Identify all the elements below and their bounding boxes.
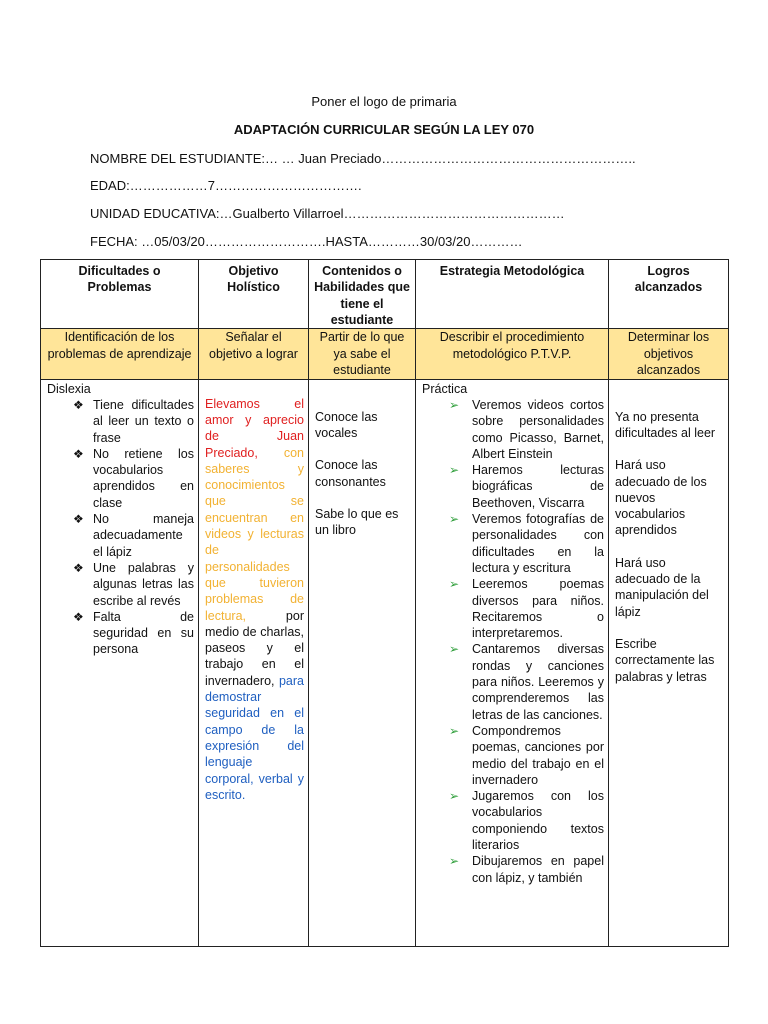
difficulties-cell [41, 379, 199, 946]
problem-text: Une palabras y algunas letras las escribe al revés [93, 560, 194, 608]
list-item [422, 576, 604, 641]
list-item [422, 511, 604, 576]
problem-text: Falta de seguridad en su persona [93, 609, 194, 657]
curricular-adaptation-table [40, 259, 729, 947]
arrow-bullet-icon: ➢ [449, 577, 460, 592]
guide-achievements: Determinar los objetivos alcanzados [609, 329, 729, 380]
diamond-bullet-icon: ❖ [73, 397, 84, 412]
arrow-bullet-icon: ➢ [449, 642, 460, 657]
achievement-item: Ya no presenta dificultades al leer [615, 409, 716, 440]
strategy-heading: Práctica [422, 381, 468, 396]
problem-text: Tiene dificultades al leer un texto o frase [93, 397, 194, 445]
header-contents: Contenidos o Habilidades que tiene el estudiante [309, 260, 416, 329]
guide-strategy: Describir el procedimiento metodológico P.T.V.P. [416, 329, 609, 380]
content-item: Conoce las vocales [315, 409, 378, 440]
list-item [422, 462, 604, 511]
problem-heading: Dislexia [47, 381, 91, 396]
diamond-bullet-icon: ❖ [73, 609, 84, 624]
objective-part-black: por medio de charlas, paseos y el trabajo en el invernadero, [205, 608, 304, 688]
guide-objective: Señalar el objetivo a lograr [199, 329, 309, 380]
list-item [422, 641, 604, 722]
document-title: ADAPTACIÓN CURRICULAR SEGÚN LA LEY 070 [233, 122, 535, 137]
list-item [47, 560, 194, 609]
table-header-row [41, 260, 729, 329]
arrow-bullet-icon: ➢ [449, 854, 460, 869]
school-field: UNIDAD EDUCATIVA:…Gualberto Villarroel…………………………………………… [90, 206, 565, 221]
arrow-bullet-icon: ➢ [449, 463, 460, 478]
strategy-text: Leeremos poemas diversos para niños. Recitaremos o interpretaremos. [472, 577, 604, 641]
arrow-bullet-icon: ➢ [449, 723, 460, 738]
logo-placeholder-note: Poner el logo de primaria [311, 94, 457, 109]
strategy-text: Dibujaremos en papel con lápiz, y también [472, 854, 604, 885]
strategy-cell [416, 379, 609, 946]
content-row [41, 379, 729, 946]
header-strategy: Estrategia Metodológica [416, 260, 609, 329]
arrow-bullet-icon: ➢ [449, 397, 460, 412]
list-item [47, 511, 194, 560]
student-name-field: NOMBRE DEL ESTUDIANTE:… … Juan Preciado………………………………………………….. [90, 151, 636, 166]
diamond-bullet-icon: ❖ [73, 560, 84, 575]
objective-part-blue: para demostrar seguridad en el campo de la expresión del lenguaje corporal, verbal y escrito. [205, 673, 304, 802]
guide-difficulties: Identificación de los problemas de aprendizaje [41, 329, 199, 380]
list-item [47, 397, 194, 446]
strategy-list [422, 397, 604, 886]
strategy-text: Compondremos poemas, canciones por medio del trabajo en el invernadero [472, 723, 604, 787]
objective-cell [199, 379, 309, 946]
list-item [422, 853, 604, 886]
objective-part-orange: con saberes y conocimientos que se encuentran en videos y lecturas de personalidades que tuvieron problemas de lectura, [205, 445, 304, 623]
content-item: Sabe lo que es un libro [315, 506, 399, 538]
strategy-text: Veremos videos cortos sobre personalidades como Picasso, Barnet, Albert Einstein [472, 397, 604, 461]
arrow-bullet-icon: ➢ [449, 512, 460, 527]
problem-list [47, 397, 194, 658]
contents-cell [309, 379, 416, 946]
guide-row [41, 329, 729, 380]
age-field: EDAD:………………7……………………………. [90, 178, 362, 193]
list-item [47, 446, 194, 511]
header-achievements: Logros alcanzados [609, 260, 729, 329]
list-item [422, 723, 604, 788]
strategy-text: Haremos lecturas biográficas de Beethoven, Viscarra [472, 463, 604, 510]
diamond-bullet-icon: ❖ [73, 446, 84, 461]
list-item [422, 397, 604, 462]
achievement-item: Hará uso adecuado de la manipulación del lápiz [615, 555, 709, 619]
strategy-text: Jugaremos con los vocabularios componiendo textos literarios [472, 789, 604, 852]
achievement-item: Escribe correctamente las palabras y letras [615, 636, 715, 684]
date-range-field: FECHA: …05/03/20……………………….HASTA…………30/03/20………… [90, 234, 523, 249]
header-difficulties: Dificultades o Problemas [41, 260, 199, 329]
content-item: Conoce las consonantes [315, 458, 386, 489]
achievements-cell [609, 379, 729, 946]
strategy-text: Cantaremos diversas rondas y canciones para niños. Leeremos y comprenderemos las letras de las canciones. [472, 642, 604, 722]
header-objective: Objetivo Holístico [199, 260, 309, 329]
guide-contents: Partir de lo que ya sabe el estudiante [309, 329, 416, 380]
list-item [47, 609, 194, 658]
strategy-text: Veremos fotografías de personalidades con dificultades en la lectura y escritura [472, 512, 604, 575]
diamond-bullet-icon: ❖ [73, 512, 84, 527]
arrow-bullet-icon: ➢ [449, 789, 460, 804]
problem-text: No maneja adecuadamente el lápiz [93, 512, 194, 559]
problem-text: No retiene los vocabularios aprendidos en clase [93, 446, 194, 510]
objective-part-red: Elevamos el amor y aprecio de Juan Preciado, [205, 396, 304, 460]
achievement-item: Hará uso adecuado de los nuevos vocabularios aprendidos [615, 458, 707, 538]
list-item [422, 788, 604, 853]
